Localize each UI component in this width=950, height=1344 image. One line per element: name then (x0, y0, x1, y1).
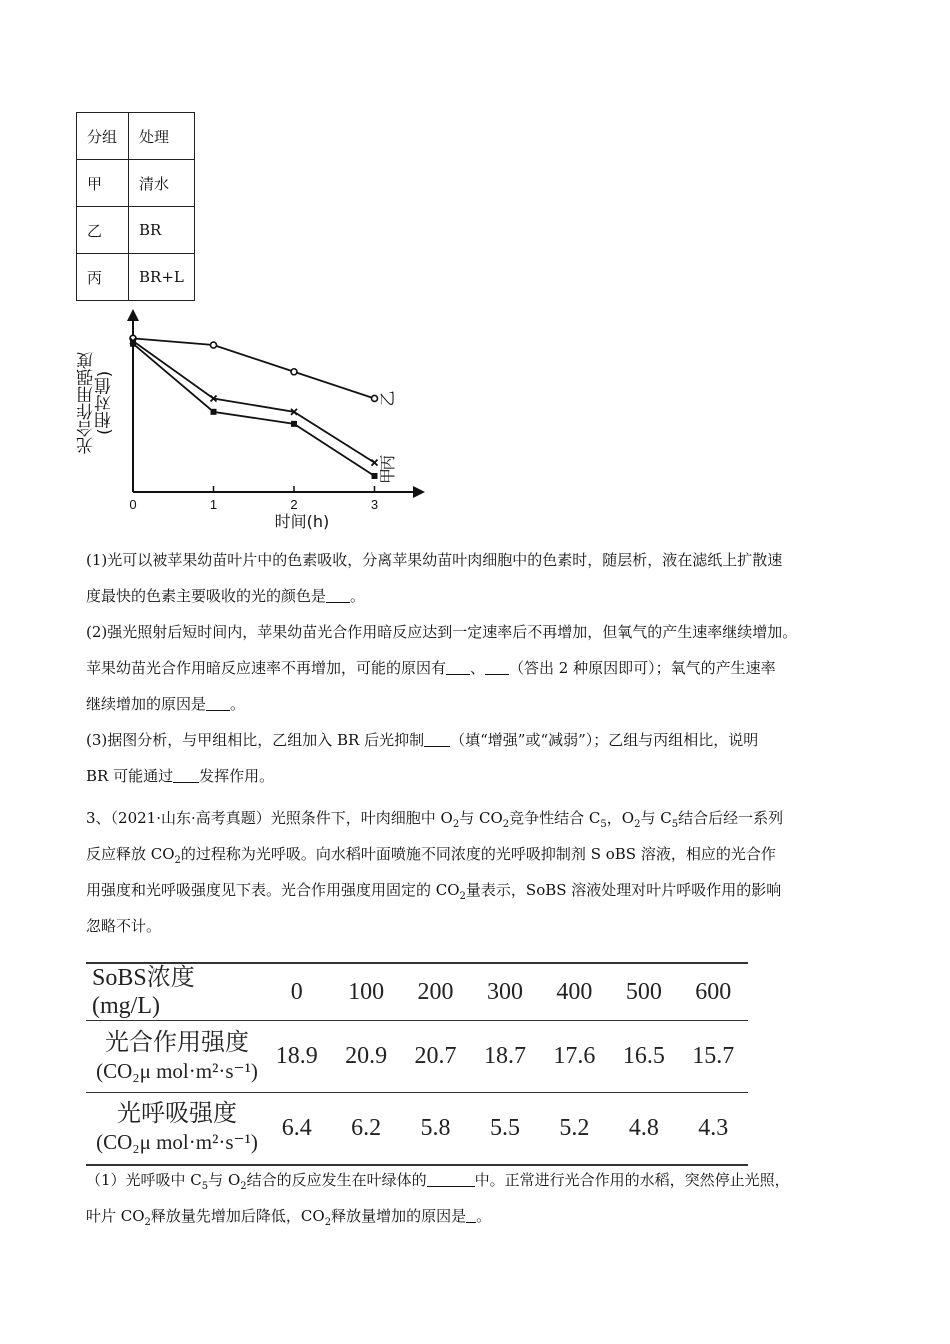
table-cell: 6.4 (281, 1114, 312, 1141)
table-row (77, 160, 195, 207)
row-label: 光呼吸强度 (117, 1101, 237, 1128)
table-cell: 乙 (77, 207, 129, 254)
table-cell: 16.5 (622, 1043, 665, 1069)
x-tick-label: 2 (290, 497, 298, 512)
answer-blank[interactable] (326, 586, 350, 603)
question-block (86, 542, 866, 794)
question-3 (86, 800, 866, 944)
row-label: 光合作用强度 (105, 1029, 249, 1056)
y-axis-arrow (127, 309, 139, 321)
question-line: 叶片 $CO_2$释放量先增加后降低，$CO_2$释放量增加的原因是 。 (86, 1207, 492, 1228)
table-cell: 100 (348, 978, 385, 1005)
x-axis-arrow (413, 486, 425, 498)
answer-blank[interactable] (446, 658, 470, 675)
table-cell: 4.3 (698, 1114, 729, 1141)
x-axis-title: 时间(h) (274, 512, 330, 531)
table-row (77, 207, 195, 254)
data-point (372, 460, 378, 466)
table-cell: 20.7 (414, 1043, 457, 1069)
x-tick-label: 1 (209, 497, 218, 512)
table-header (86, 1093, 262, 1165)
table-row (86, 1021, 748, 1093)
series-line (133, 338, 375, 398)
table-cell: 0 (290, 978, 303, 1005)
question-line: 反应释放 $CO_2$的过程称为光呼吸。向水稻叶面喷施不同浓度的光呼吸抑制剂 S oBS 溶液，相应的光合作 (86, 845, 776, 866)
table-row (86, 963, 748, 1021)
table-cell: 600 (695, 978, 732, 1005)
row-unit: (CO₂μ mol·m²·s⁻¹) (96, 1130, 258, 1155)
question-line: (3)据图分析，与甲组相比，乙组加入 BR 后光抑制 （填“增强”或“减弱”）；乙组与丙组相比，说明 (86, 731, 759, 749)
question-line: 忽略不计。 (86, 917, 162, 935)
table-cell: 处理 (129, 113, 195, 160)
question-line: (1)光可以被苹果幼苗叶片中的色素吸收，分离苹果幼苗叶肉细胞中的色素时，随层析，液在滤纸上扩散速 (86, 551, 783, 569)
table-cell: 200 (417, 978, 454, 1005)
question-line: 度最快的色素主要吸收的光的颜色是 。 (86, 587, 366, 605)
data-point (130, 341, 136, 347)
table-cell: 清水 (129, 160, 195, 207)
table-cell: BR (129, 207, 195, 254)
y-axis-unit: (相对值) (95, 370, 115, 436)
data-point (372, 395, 378, 401)
question-line: 3、（2021·山东·高考真题）光照条件下，叶肉细胞中 $O_2$与 $CO_2$竞争性结合 $C_5$，$O_2$与 $C_5$结合后经一系列 (86, 809, 784, 830)
question-line: 苹果幼苗光合作用暗反应速率不再增加，可能的原因有 、 （答出 2 种原因即可）；氧气的产生速率 (86, 659, 776, 677)
table-cell: 分组 (77, 113, 129, 160)
question-line: (2)强光照射后短时间内，苹果幼苗光合作用暗反应达到一定速率后不再增加，但氧气的产生速率继续增加。 (86, 623, 798, 641)
question-line: BR 可能通过 发挥作用。 (86, 767, 275, 785)
data-point (291, 421, 297, 427)
data-point (372, 473, 378, 479)
series-label: 丙 (378, 454, 397, 471)
table-cell: 17.6 (553, 1043, 596, 1069)
question-3-sub1 (86, 1162, 866, 1234)
table-cell: 20.9 (345, 1043, 388, 1069)
question-line: （1）光呼吸中 $C_5$与 $O_2$结合的反应发生在叶绿体的 中。正常进行光合作用的水稻，突然停止光照， (86, 1171, 790, 1192)
table-cell: 甲 (77, 160, 129, 207)
treatment-table (76, 112, 195, 301)
table-cell: BR+L (129, 254, 195, 301)
answer-blank[interactable] (424, 730, 450, 747)
table-row (86, 1093, 748, 1165)
data-point (211, 409, 217, 415)
question-line: 用强度和光呼吸强度见下表。光合作用强度用固定的 $CO_2$量表示，SoBS 溶液处理对叶片呼吸作用的影响 (86, 881, 782, 902)
table-cell: 4.8 (628, 1114, 659, 1141)
answer-blank[interactable] (206, 694, 230, 711)
row-unit: (CO₂μ mol·m²·s⁻¹) (96, 1058, 258, 1083)
chart-marks (130, 335, 397, 484)
table-cell: 500 (625, 978, 662, 1005)
table-cell: 5.5 (489, 1114, 520, 1141)
data-point (291, 369, 297, 375)
y-axis-title: 光合作用强度 (77, 352, 97, 454)
table-cell: 400 (556, 978, 593, 1005)
table-cell: 6.2 (351, 1114, 382, 1141)
table-row (77, 113, 195, 160)
data-point (211, 342, 217, 348)
table-cell: 丙 (77, 254, 129, 301)
answer-blank[interactable] (485, 658, 509, 675)
x-tick-label: 3 (370, 497, 379, 512)
sobs-table (86, 962, 748, 1166)
question-line: 继续增加的原因是 。 (86, 695, 246, 713)
x-tick-label: 0 (129, 497, 137, 512)
table-header (86, 1021, 262, 1093)
table-cell: 18.7 (483, 1043, 526, 1069)
table-row (77, 254, 195, 301)
series-label: 乙 (378, 390, 397, 407)
table-cell: 300 (486, 978, 523, 1005)
table-cell: 5.2 (559, 1114, 590, 1141)
table-header: SoBS浓度(mg/L) (92, 965, 195, 1019)
table-cell: 15.7 (692, 1043, 735, 1069)
table-cell: 18.9 (275, 1043, 318, 1069)
table-cell: 5.8 (420, 1114, 451, 1141)
series-label: 甲 (378, 467, 397, 484)
answer-blank[interactable] (173, 766, 199, 783)
line-chart (80, 305, 440, 535)
answer-blank[interactable] (427, 1170, 475, 1187)
series-line (133, 344, 375, 476)
answer-blank[interactable] (466, 1206, 476, 1223)
